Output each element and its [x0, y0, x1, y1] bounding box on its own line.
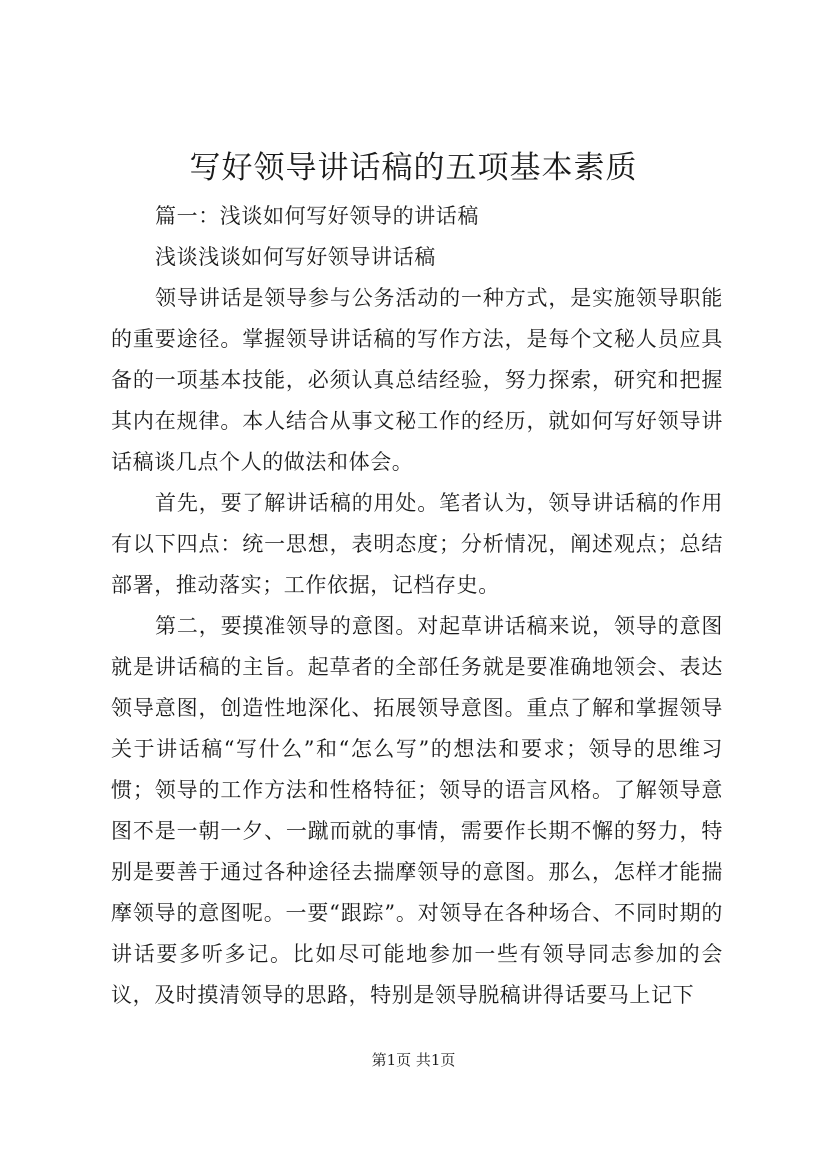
document-body	[111, 196, 723, 1016]
body-paragraph-1: 领导讲话是领导参与公务活动的一种方式，是实施领导职能的重要途径。掌握领导讲话稿的写作方法，是每个文秘人员应具备的一项基本技能，必须认真总结经验，努力探索，研究和把握其内在规律。本人结合从事文秘工作的经历，就如何写好领导讲话稿谈几点个人的做法和体会。	[111, 286, 723, 474]
body-paragraph-2: 首先，要了解讲话稿的用处。笔者认为，领导讲话稿的作用有以下四点：统一思想，表明态度；分析情况，阐述观点；总结部署，推动落实；工作依据，记档存史。	[111, 491, 723, 597]
page-number-footer: 第1页 共1页	[371, 1051, 456, 1069]
body-paragraph-3: 第二，要摸准领导的意图。对起草讲话稿来说，领导的意图就是讲话稿的主旨。起草者的全部任务就是要准确地领会、表达领导意图，创造性地深化、拓展领导意图。重点了解和掌握领导关于讲话稿“写什么”和“怎么写”的想法和要求；领导的思维习惯；领导的工作方法和性格特征；领导的语言风格。了解领导意图不是一朝一夕、一蹴而就的事情，需要作长期不懈的努力，特别是要善于通过各种途径去揣摩领导的意图。那么，怎样才能揣摩领导的意图呢。一要“跟踪”。对领导在各种场合、不同时期的讲话要多听多记。比如尽可能地参加一些有领导同志参加的会议，及时摸清领导的思路，特别是领导脱稿讲得话要马上记下	[111, 614, 723, 1007]
document-title: 写好领导讲话稿的五项基本素质	[189, 150, 638, 186]
sub-heading: 浅谈浅谈如何写好领导讲话稿	[155, 245, 436, 269]
section-heading: 篇一：浅谈如何写好领导的讲话稿	[155, 204, 479, 228]
